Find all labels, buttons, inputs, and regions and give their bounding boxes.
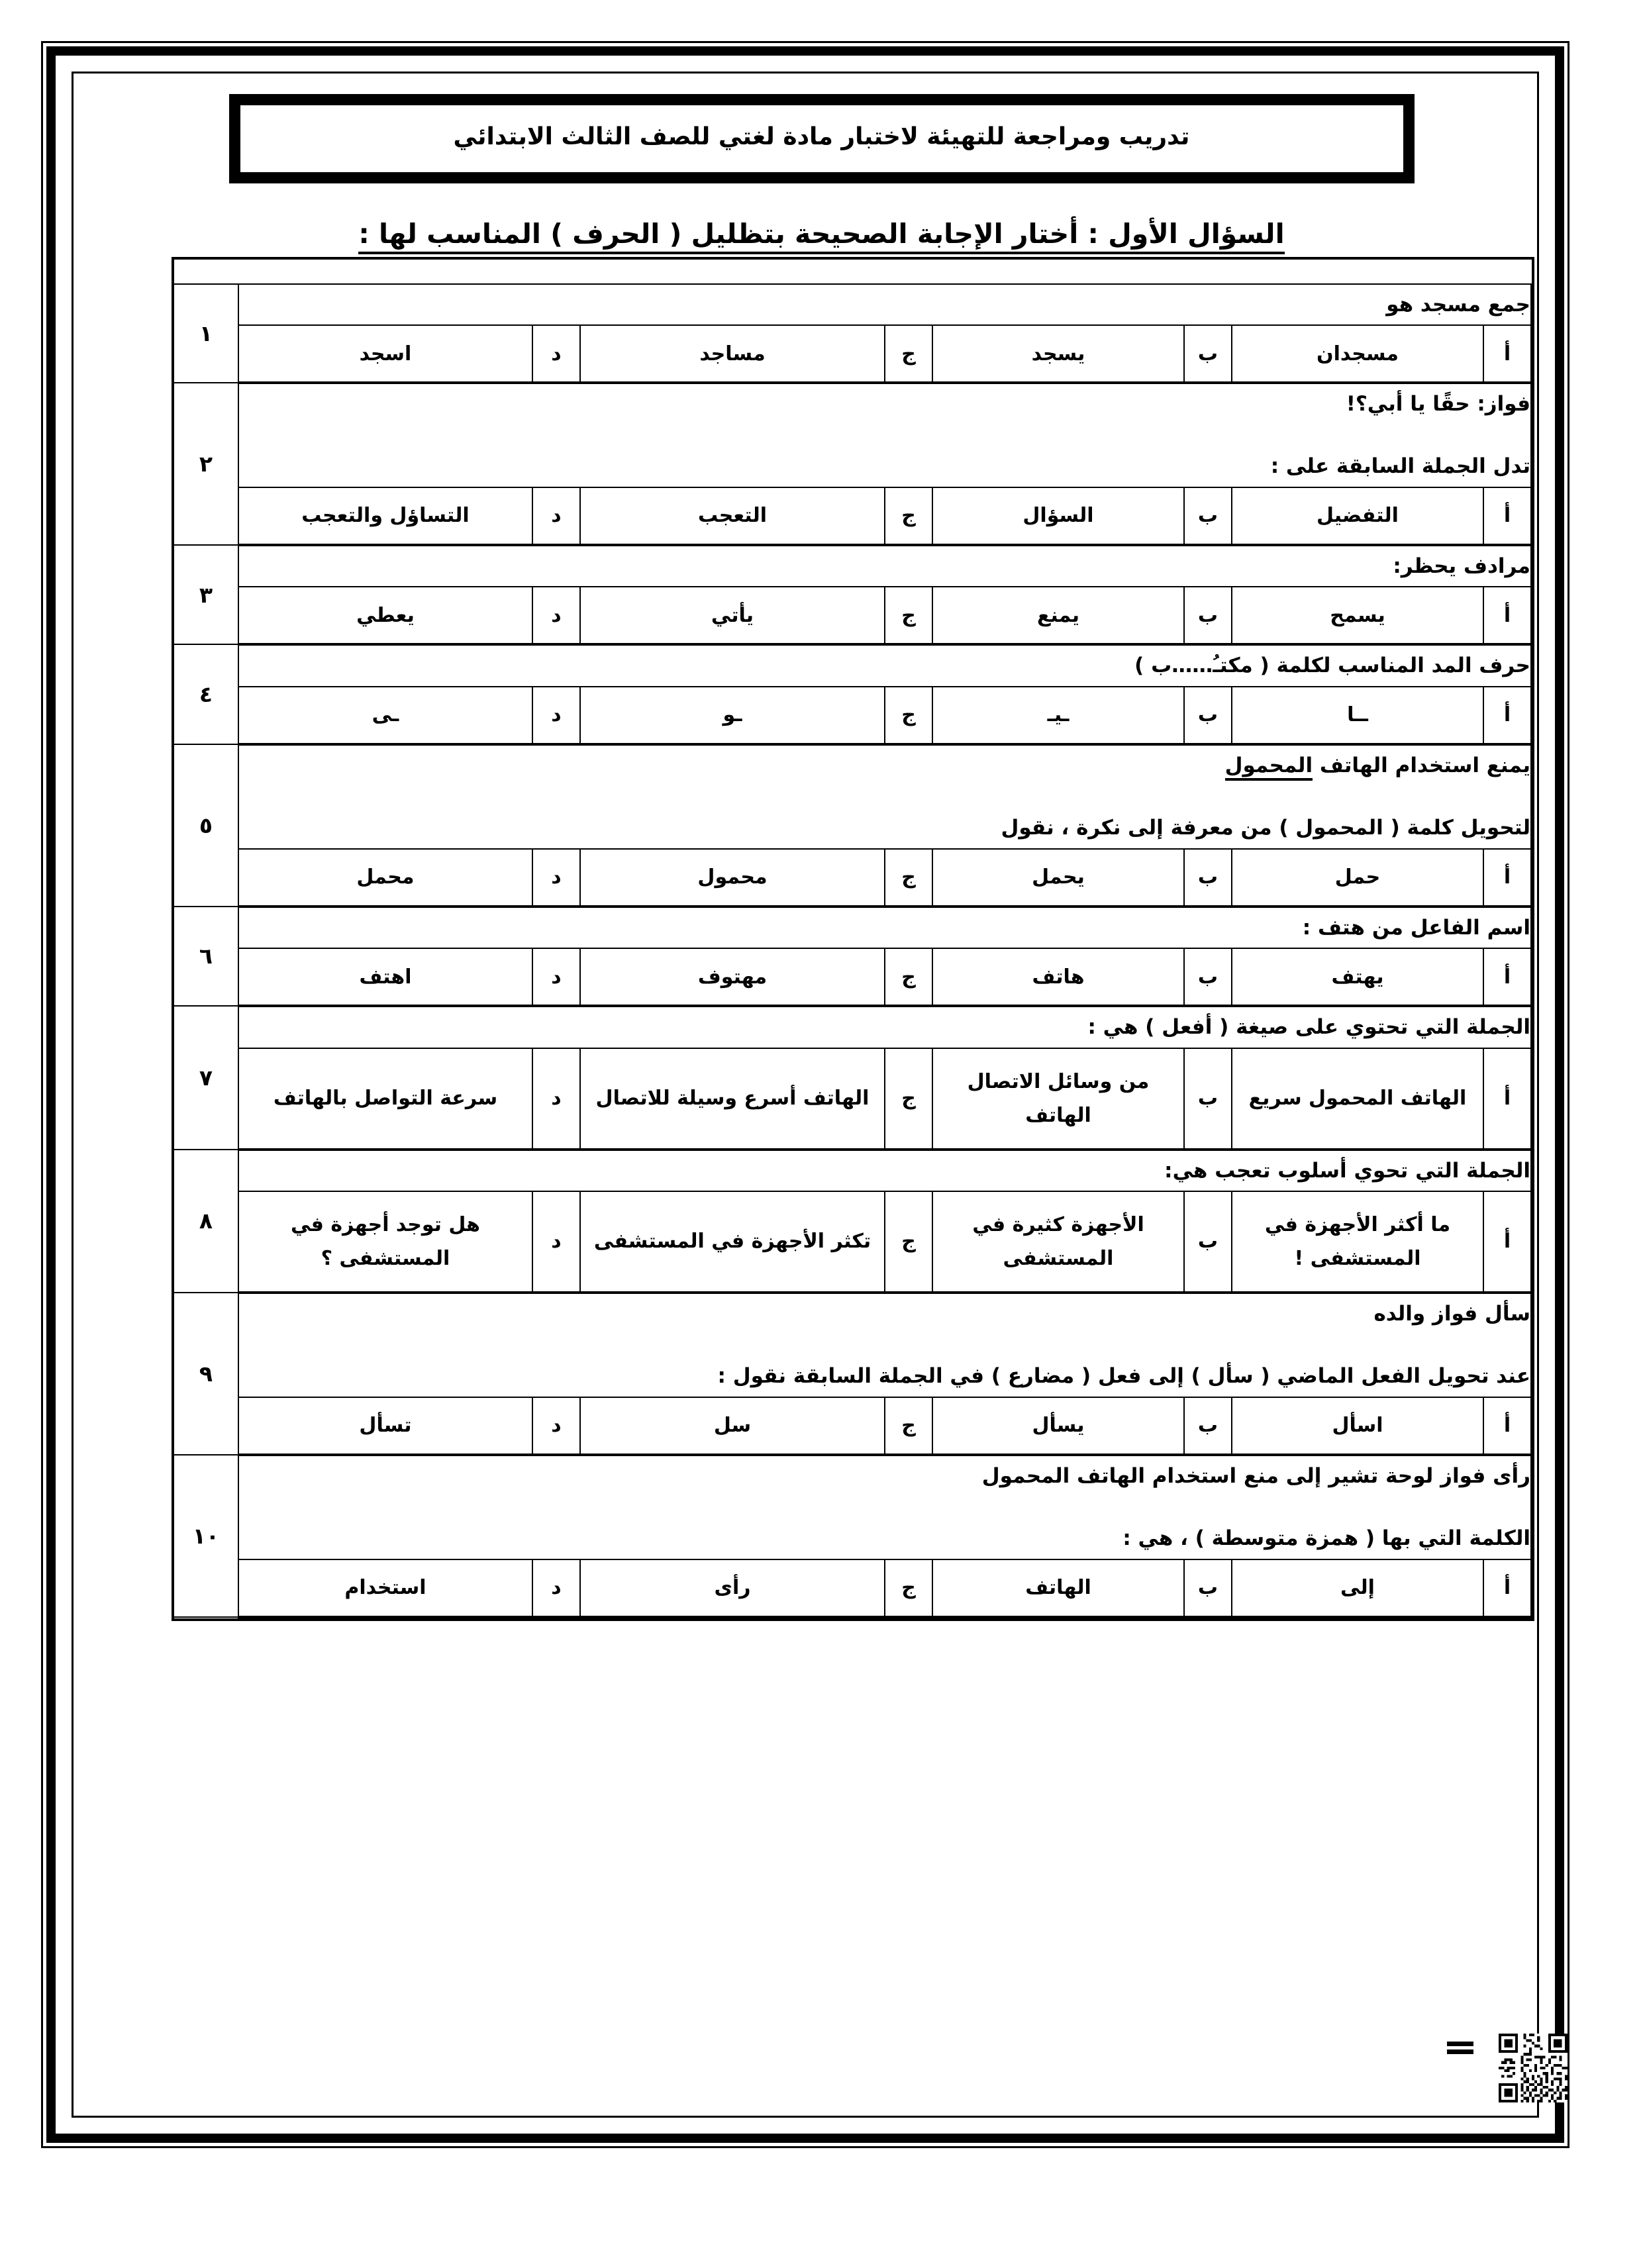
question-number: ٢ [174, 383, 238, 545]
option-letter-د[interactable]: د [532, 1559, 580, 1617]
option-text[interactable]: الهاتف [932, 1559, 1184, 1617]
question-number: ٩ [174, 1293, 238, 1455]
option-letter-ج[interactable]: ج [885, 1048, 932, 1150]
question-stem [238, 383, 1531, 487]
option-text[interactable]: رأى [580, 1559, 885, 1617]
option-letter-د[interactable]: د [532, 1048, 580, 1150]
option-letter-ب[interactable]: ب [1184, 325, 1232, 383]
option-text[interactable]: ـى [238, 687, 532, 744]
question-stem-row [174, 744, 1531, 849]
option-letter-ب[interactable]: ب [1184, 1048, 1232, 1150]
question-options-row [174, 1397, 1531, 1455]
question-number: ٤ [174, 644, 238, 744]
question-stem-row [174, 545, 1531, 587]
option-letter-د[interactable]: د [532, 948, 580, 1006]
option-text[interactable]: ــا [1232, 687, 1483, 744]
option-text[interactable]: يسأل [932, 1397, 1184, 1455]
questions-table [173, 283, 1532, 1618]
option-letter-ب[interactable]: ب [1184, 1397, 1232, 1455]
option-text[interactable]: هل توجد أجهزة في المستشفى ؟ [238, 1191, 532, 1293]
question-stem-line: يمنع استخدام الهاتف المحمول [239, 746, 1530, 785]
option-text[interactable]: محمول [580, 849, 885, 907]
question-stem-row [174, 1150, 1531, 1191]
option-letter-ب[interactable]: ب [1184, 687, 1232, 744]
option-text[interactable]: اهتف [238, 948, 532, 1006]
question-options-row [174, 687, 1531, 744]
option-letter-ج[interactable]: ج [885, 325, 932, 383]
option-letter-أ[interactable]: أ [1483, 587, 1531, 644]
question-stem-line: سأل فواز والده [1373, 1301, 1530, 1326]
option-text[interactable]: الهاتف أسرع وسيلة للاتصال [580, 1048, 885, 1150]
option-letter-ج[interactable]: ج [885, 1559, 932, 1617]
qr-code-icon [1499, 2034, 1568, 2102]
option-text[interactable]: إلى [1232, 1559, 1483, 1617]
option-letter-أ[interactable]: أ [1483, 1048, 1531, 1150]
question-options-row [174, 1048, 1531, 1150]
option-text[interactable]: يعطي [238, 587, 532, 644]
question-stem-row [174, 644, 1531, 686]
option-letter-ب[interactable]: ب [1184, 1191, 1232, 1293]
option-letter-د[interactable]: د [532, 487, 580, 545]
option-text[interactable]: الأجهزة كثيرة في المستشفى [932, 1191, 1184, 1293]
option-letter-ب[interactable]: ب [1184, 487, 1232, 545]
question-stem-row [174, 907, 1531, 948]
question-stem-line: مرادف يحظر: [1393, 554, 1530, 578]
option-text[interactable]: التفضيل [1232, 487, 1483, 545]
option-letter-ج[interactable]: ج [885, 487, 932, 545]
option-text[interactable]: السؤال [932, 487, 1184, 545]
option-letter-ب[interactable]: ب [1184, 587, 1232, 644]
question-number: ٨ [174, 1150, 238, 1293]
page-title: تدريب ومراجعة للتهيئة لاختبار مادة لغتي للصف الثالث الابتدائي [453, 123, 1190, 150]
option-text[interactable]: التعجب [580, 487, 885, 545]
question-stem [238, 1455, 1531, 1559]
option-letter-ب[interactable]: ب [1184, 1559, 1232, 1617]
option-letter-ب[interactable]: ب [1184, 948, 1232, 1006]
option-letter-د[interactable]: د [532, 687, 580, 744]
option-text[interactable]: هاتف [932, 948, 1184, 1006]
question-stem-line: الجملة التي تحوي أسلوب تعجب هي: [1164, 1158, 1530, 1183]
question-options-row [174, 948, 1531, 1006]
option-letter-د[interactable]: د [532, 1397, 580, 1455]
question-stem [238, 644, 1531, 686]
option-text[interactable]: ـو [580, 687, 885, 744]
section-heading [66, 218, 1577, 257]
option-text[interactable]: الهاتف المحمول سريع [1232, 1048, 1483, 1150]
option-text[interactable]: اسأل [1232, 1397, 1483, 1455]
option-text[interactable]: سرعة التواصل بالهاتف [238, 1048, 532, 1150]
question-stem-line: لتحويل كلمة ( المحمول ) من معرفة إلى نكرة ، نقول [1001, 816, 1530, 840]
question-stem [238, 1006, 1531, 1048]
question-stem [238, 744, 1531, 849]
option-text[interactable]: ما أكثر الأجهزة في المستشفى ! [1232, 1191, 1483, 1293]
question-number: ٥ [174, 744, 238, 907]
header-title-box-inner [238, 103, 1405, 174]
question-number: ٦ [174, 907, 238, 1006]
option-letter-أ[interactable]: أ [1483, 1191, 1531, 1293]
question-number: ١٠ [174, 1455, 238, 1617]
questions-table-wrapper [172, 257, 1534, 1621]
underlined-word: المحمول [1225, 754, 1313, 781]
option-text[interactable]: يسجد [932, 325, 1184, 383]
option-letter-ج[interactable]: ج [885, 687, 932, 744]
header-title-box [229, 94, 1415, 183]
option-letter-أ[interactable]: أ [1483, 849, 1531, 907]
question-options-row [174, 1191, 1531, 1293]
option-letter-د[interactable]: د [532, 849, 580, 907]
option-letter-ج[interactable]: ج [885, 849, 932, 907]
option-text[interactable]: يهتف [1232, 948, 1483, 1006]
worksheet-content [66, 66, 1577, 2132]
option-text[interactable]: استخدام [238, 1559, 532, 1617]
question-stem-line: عند تحويل الفعل الماضي ( سأل ) إلى فعل ( مضارع ) في الجملة السابقة نقول : [717, 1364, 1530, 1389]
question-options-row [174, 849, 1531, 907]
question-stem-row [174, 284, 1531, 325]
question-options-row [174, 487, 1531, 545]
section-heading-text: السؤال الأول : أختار الإجابة الصحيحة بتظليل ( الحرف ) المناسب لها : [358, 218, 1284, 254]
question-stem-row [174, 1293, 1531, 1397]
option-text[interactable]: سل [580, 1397, 885, 1455]
option-letter-ج[interactable]: ج [885, 587, 932, 644]
option-letter-د[interactable]: د [532, 587, 580, 644]
question-stem-line: حرف المد المناسب لكلمة ( مكتـُ……ب ) [1134, 654, 1530, 678]
option-letter-ج[interactable]: ج [885, 948, 932, 1006]
question-stem-line: اسم الفاعل من هتف : [1302, 915, 1530, 940]
option-letter-ج[interactable]: ج [885, 1397, 932, 1455]
option-text[interactable]: مهتوف [580, 948, 885, 1006]
option-text[interactable]: من وسائل الاتصال الهاتف [932, 1048, 1184, 1150]
option-text[interactable]: حمل [1232, 849, 1483, 907]
question-stem-row [174, 383, 1531, 487]
question-stem [238, 284, 1531, 325]
questions-table-body [174, 284, 1531, 1617]
option-letter-أ[interactable]: أ [1483, 325, 1531, 383]
option-text[interactable]: مسجدان [1232, 325, 1483, 383]
question-stem-row [174, 1006, 1531, 1048]
option-letter-ج[interactable]: ج [885, 1191, 932, 1293]
option-text[interactable]: تسأل [238, 1397, 532, 1455]
option-letter-أ[interactable]: أ [1483, 948, 1531, 1006]
question-number: ١ [174, 284, 238, 383]
footer-qr-block [1446, 2030, 1571, 2129]
option-letter-أ[interactable]: أ [1483, 1397, 1531, 1455]
question-stem-row [174, 1455, 1531, 1559]
question-options-row [174, 325, 1531, 383]
question-number: ٣ [174, 545, 238, 644]
option-text[interactable]: اسجد [238, 325, 532, 383]
option-text[interactable]: يأتي [580, 587, 885, 644]
option-text[interactable]: ـيـ [932, 687, 1184, 744]
option-text[interactable]: يسمح [1232, 587, 1483, 644]
option-text[interactable]: يمنع [932, 587, 1184, 644]
option-letter-د[interactable]: د [532, 325, 580, 383]
question-stem [238, 907, 1531, 948]
option-text[interactable]: يحمل [932, 849, 1184, 907]
option-letter-أ[interactable]: أ [1483, 487, 1531, 545]
option-text[interactable]: مساجد [580, 325, 885, 383]
question-options-row [174, 587, 1531, 644]
question-stem-line: جمع مسجد هو [1386, 292, 1530, 317]
question-stem-line: فواز: حقًا يا أبي؟! [1346, 392, 1530, 417]
question-stem [238, 545, 1531, 587]
option-letter-أ[interactable]: أ [1483, 1559, 1531, 1617]
question-stem-line: رأى فواز لوحة تشير إلى منع استخدام الهاتف المحمول [981, 1463, 1530, 1488]
option-text[interactable]: محمل [238, 849, 532, 907]
question-options-row [174, 1559, 1531, 1617]
option-text[interactable]: التساؤل والتعجب [238, 487, 532, 545]
footer-bars-icon [1447, 2042, 1473, 2057]
question-stem [238, 1150, 1531, 1191]
question-stem-line: الكلمة التي بها ( همزة متوسطة ) ، هي : [1122, 1526, 1530, 1551]
option-letter-د[interactable]: د [532, 1191, 580, 1293]
option-text[interactable]: تكثر الأجهزة في المستشفى [580, 1191, 885, 1293]
question-stem-line: الجملة التي تحتوي على صيغة ( أفعل ) هي : [1087, 1015, 1530, 1040]
option-letter-أ[interactable]: أ [1483, 687, 1531, 744]
option-letter-ب[interactable]: ب [1184, 849, 1232, 907]
question-stem [238, 1293, 1531, 1397]
question-number: ٧ [174, 1006, 238, 1149]
question-stem-line: تدل الجملة السابقة على : [1270, 454, 1530, 479]
header-title-box-middle [231, 96, 1413, 181]
